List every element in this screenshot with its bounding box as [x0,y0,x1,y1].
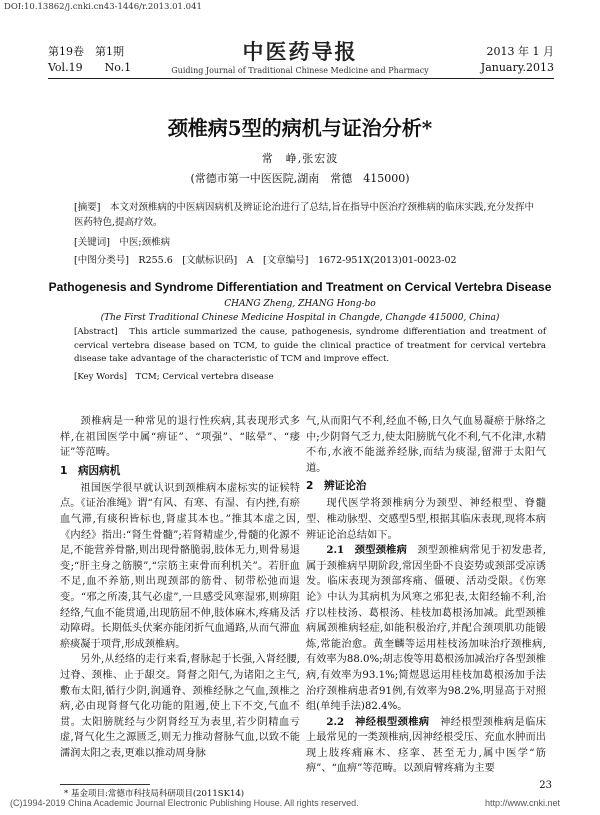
abstract-en: [Abstract] This article summarized the cause, pathogenesis, syndrome differentiation and treatment of cervical vertebra disease based on TCM, to guide the clinical practice of treatment for cervical vertebra disease take advantage of the characteristic of TCM and improve effect. [74,327,546,364]
journal-title-en: Guiding Journal of Traditional Chinese Medicine and Pharmacy [171,66,429,75]
affiliation-en: (The First Traditional Chinese Medicine Hospital in Changde, Changde 415000, China) [100,313,500,323]
volume-cn: 第19卷 第1期 [48,45,124,58]
body-paragraph: 2.1 颈型颈椎病 颈型颈椎病常见于初发患者,属于颈椎病早期阶段,常因坐卧不良姿势或颈部受凉诱发。临床表现为颈部疼痛、僵硬、活动受限。《伤寒论》中认为其病机为风寒之邪犯表,太阳经输不利,治疗以桂枝汤、葛根汤、桂枝加葛根汤加减。此型颈椎病属颈椎病轻症,如能积极治疗,并配合颈项肌功能锻炼,常能治愈。黄奎麟等运用桂枝汤加味治疗颈椎病,有效率为88.0%;胡志俊等用葛根汤加减治疗各型颈椎病,有效率为93.1%;简煜恩运用桂枝加葛根汤加手法治疗颈椎病患者91例,有效率为98.2%,明显高于对照组(单纯手法)82.4%。 [306,544,546,713]
journal-title-cn: 中医药导报 [242,39,358,64]
affiliation-cn: (常德市第一中医医院,湖南 常德 415000) [190,172,410,185]
body-paragraph: 2.2 神经根型颈椎病 神经根型颈椎病是临床上最常见的一类颈椎病,因神经根受压、充血水肿而出现上肢疼痛麻木、痉挛、甚至无力,属中医学“筋痹”、“血痹”等范畴。以颈肩臂疼痛为主要 [306,715,546,775]
body-column-left [60,414,300,784]
header-volume [48,44,131,76]
copyright-footer: (C)1994-2019 China Academic Journal Electronic Publishing House. All rights reserved. [10,798,359,808]
article-title-cn: 颈椎病5型的病机与证治分析* [167,116,433,140]
subsection-heading: 2.1 颈型颈椎病 [326,544,408,557]
subsection-heading: 2.2 神经根型颈椎病 [326,715,430,728]
footnote: * 基金项目:常德市科技局科研项目(2011SK14) [64,789,245,799]
body-paragraph: 另外,从经络的走行来看,督脉起于长强,入肾经腰,过脊、颈椎、止于龈交。肾督之阳气,为诸阳之主气,敷布太阳,循行少阴,润通脊、颈椎经脉之气血,颈椎之病,必由现肾督气化功能的阻遏,使上下不交,气血不贯。太阳膀胱经与少阴肾经互为表里,若少阴精血亏虚,肾气化生之源匮乏,则无力推动督脉气血,以致不能濡润太阳之表,更难以推动周身脉 [60,654,300,759]
keywords-cn: [关键词] 中医;颈椎病 [74,237,171,248]
abstract-cn: [摘要] 本文对颈椎病的中医病因病机及辨证论治进行了总结,旨在指导中医治疗颈椎病的临床实践,充分发挥中医药特色,提高疗效。 [74,202,534,228]
body-column-right [306,414,546,804]
article-title-en: Pathogenesis and Syndrome Differentiation and Treatment on Cervical Vertebra Disease [48,280,552,294]
header-rule [48,78,554,79]
page-number: 23 [539,780,552,791]
section-heading: 2 辨证论治 [306,480,367,493]
body-paragraph: 气,从而阳气不利,经血不畅,日久气血易凝瘀于脉络之中;少阴肾气乏力,使太阳膀胱气化不利,气不化津,水精不布,水液不能滋养经脉,而结为痰湿,留滞于太阳气道。 [306,416,546,474]
header-journal [150,40,450,75]
keywords-en: [Key Words] TCM; Cervical vertebra disease [74,372,274,382]
doi-line: DOI:10.13862/j.cnki.cn43-1446/r.2013.01.041 [4,2,202,12]
header-date [481,44,554,76]
volume-en: Vol.19 No.1 [48,61,132,74]
body-paragraph: 颈椎病是一种常见的退行性疾病,其表现形式多样,在祖国医学中属“痹证”、“项强”、“眩晕”、“痿证”等范畴。 [60,416,300,459]
classification-line: [中图分类号] R255.6 [文献标识码] A [文章编号] 1672-951X(2013)01-0023-02 [74,255,457,266]
authors-cn: 常 峥,张宏波 [261,152,339,165]
authors-en: CHANG Zheng, ZHANG Hong-bo [224,299,376,309]
date-cn: 2013 年 1 月 [486,45,554,58]
section-heading: 1 病因病机 [60,464,121,477]
footnote-rule [60,784,150,785]
body-paragraph: 祖国医学很早就认识到颈椎病本虚标实的证候特点。《证治准绳》谓“有风、有寒、有湿、有内挫,有瘀血气滞,有痰积皆标也,肾虚其本也。”推其本虚之因,《内经》指出:“肾生骨髓”;若肾精虚少,骨髓的化源不足,不能营养骨骼,则出现骨骼脆弱,肢体无力,则骨易退变;“肝主身之筋膜”,“宗筋主束骨而利机关”。若肝血不足,血不养筋,则出现颈部的筋骨、韧带松弛而退变。“邪之所凑,其气必虚”,一旦感受风寒湿邪,则痹阻经络,气血不能贯通,出现筋屈不伸,肢体麻木,疼痛及活动障碍。长期低头伏案亦能闭折气血通路,从而气滞血瘀痰凝于项背,形成颈椎病。 [60,482,300,650]
date-en: January.2013 [480,61,554,74]
cnki-link[interactable]: http://www.cnki.net [484,798,560,808]
body-paragraph: 现代医学将颈椎病分为颈型、神经根型、脊髓型、椎动脉型、交感型5型,根据其临床表现,现将本病辨证论治总结如下。 [306,498,546,541]
